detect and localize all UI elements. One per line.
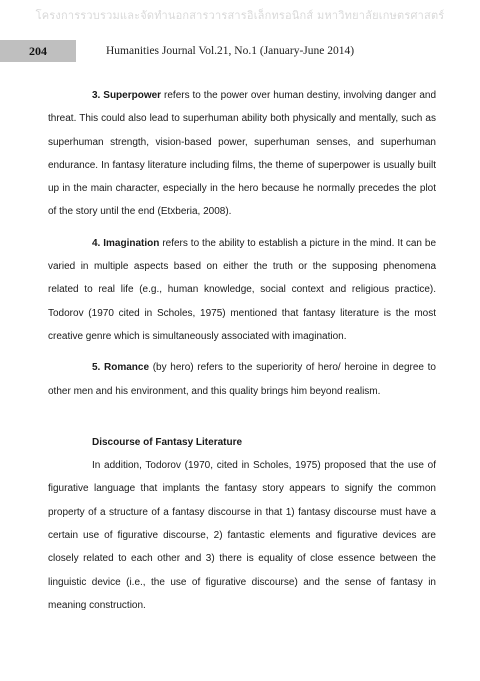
page-number: 204 bbox=[0, 40, 76, 62]
journal-title: Humanities Journal Vol.21, No.1 (January-June 2014) bbox=[106, 45, 355, 57]
term-romance: 5. Romance bbox=[92, 362, 150, 374]
paragraph-romance bbox=[48, 356, 436, 403]
definition-superpower: refers to the power over human destiny, involving danger and threat. This could also lead to superhuman ability both physically and mentally, such as superhuman strength, vision-based power, superhuman senses, and superhuman endurance. In fantasy literature including films, the theme of superpower is usually built up in the main character, especially in the hero because he normally precedes the plot of the story until the end (Etxberia, 2008). bbox=[48, 90, 437, 218]
section-heading: Discourse of Fantasy Literature bbox=[92, 436, 243, 448]
section-paragraph: In addition, Todorov (1970, cited in Scholes, 1975) proposed that the use of figurative language that implants the fantasy story appears to signify the common property of a structure of a fantasy discourse in that 1) fantasy discourse must have a certain use of figurative discourse, 2) fantastic elements and figurative devices are closely related to each other and 3) there is equality of close essence between the linguistic device (i.e., the use of figurative discourse) and the sense of fantasy in meaning construction. bbox=[48, 460, 436, 611]
running-header bbox=[0, 40, 480, 62]
paragraph-imagination bbox=[48, 232, 436, 348]
term-superpower: 3. Superpower bbox=[92, 90, 162, 101]
body-text bbox=[48, 84, 436, 617]
definition-imagination: refers to the ability to establish a picture in the mind. It can be varied in multiple aspects based on either the truth or the supposing phenomena related to real life (e.g., human knowledge, social context and religious practice). Todorov (1970 cited in Scholes, 1975) mentioned that fantasy literature is the most creative genre which is simultaneously associated with imagination. bbox=[48, 237, 437, 342]
paragraph-superpower bbox=[48, 84, 436, 224]
watermark-text: โครงการรวบรวมและจัดทำนอกสารวารสารอิเล็กทรอนิกส์ มหาวิทยาลัยเกษตรศาสตร์ bbox=[35, 9, 445, 22]
definition-romance: (by hero) refers to the superiority of hero/ heroine in degree to other men and his environment, and this quality brings him beyond realism. bbox=[48, 362, 436, 397]
term-imagination: 4. Imagination bbox=[92, 237, 160, 249]
